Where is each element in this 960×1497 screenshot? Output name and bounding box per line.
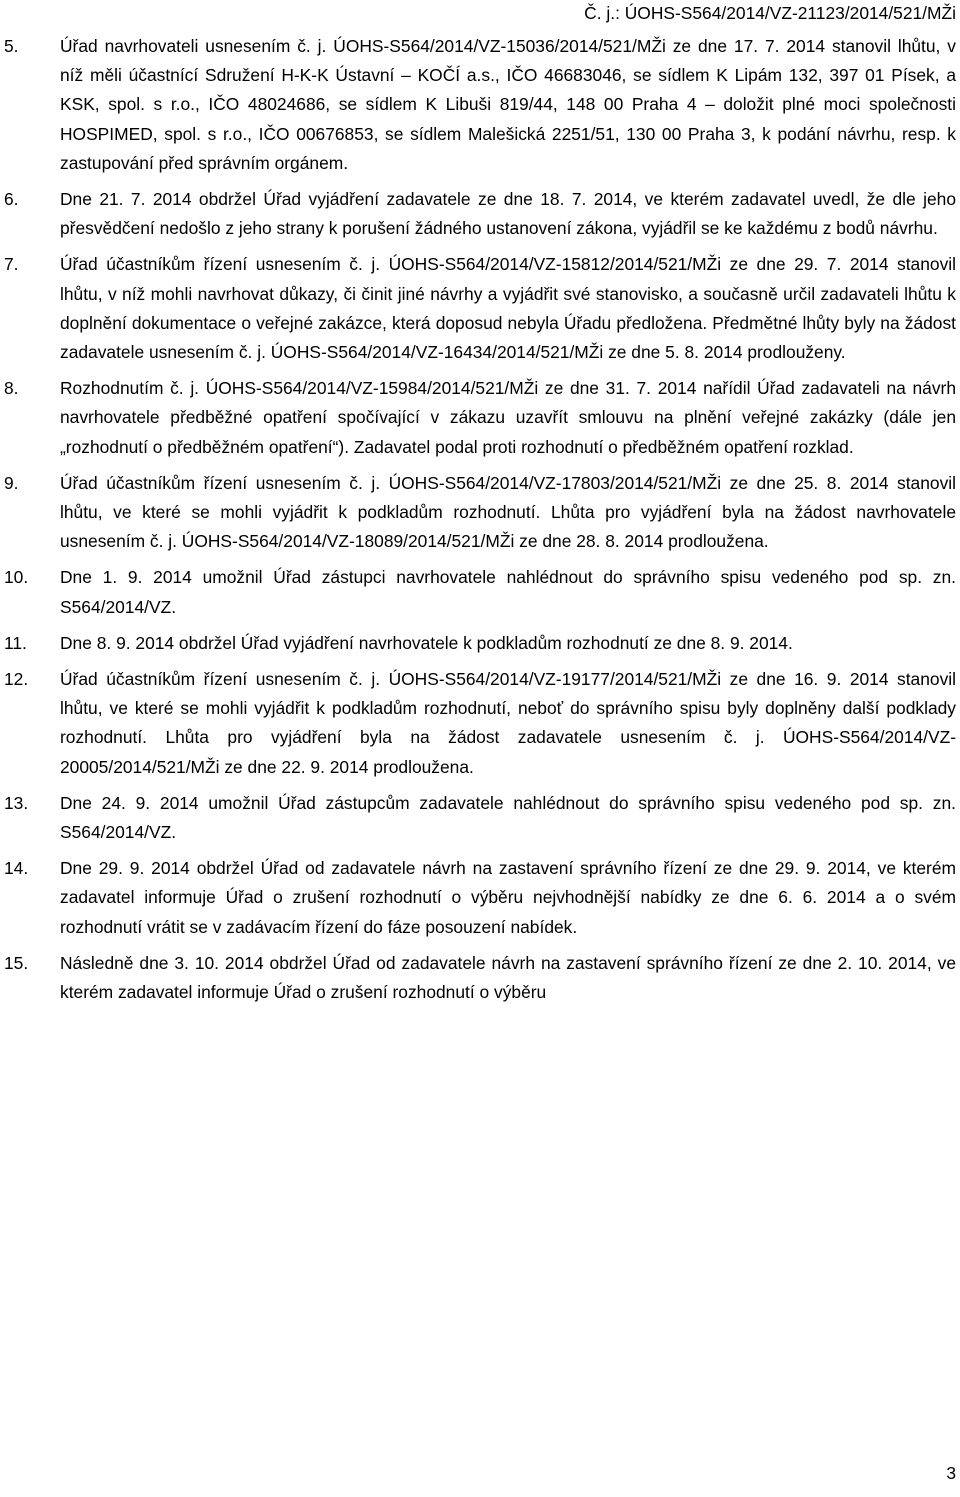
paragraph-text: Dne 29. 9. 2014 obdržel Úřad od zadavatele návrh na zastavení správního řízení ze dne 29. 9. 2014, ve kterém zadavatel informuje Úřad o zrušení rozhodnutí o výběru nejvhodnější nabídky ze dne 6. 6. 2014 a o svém rozhodnutí vrátit se v zadávacím řízení do fáze posouzení nabídek. xyxy=(60,858,956,937)
paragraph-text: Následně dne 3. 10. 2014 obdržel Úřad od zadavatele návrh na zastavení správního řízení ze dne 2. 10. 2014, ve kterém zadavatel informuje Úřad o zrušení rozhodnutí o výběru xyxy=(60,952,956,1003)
paragraph-number: 5. xyxy=(4,36,19,56)
paragraph-item xyxy=(4,185,956,243)
paragraph-number: 13. xyxy=(4,792,29,813)
page-number: 3 xyxy=(946,1463,956,1483)
paragraph-number: 12. xyxy=(4,669,29,690)
paragraph-item xyxy=(4,469,956,557)
paragraph-number: 9. xyxy=(4,472,19,493)
paragraph-number: 14. xyxy=(4,858,29,879)
paragraph-item xyxy=(4,374,956,462)
paragraph-number: 15. xyxy=(4,952,29,973)
paragraph-number: 8. xyxy=(4,378,19,399)
paragraph-text: Dne 8. 9. 2014 obdržel Úřad vyjádření navrhovatele k podkladům rozhodnutí ze dne 8. 9. 2014. xyxy=(60,632,793,653)
paragraph-item xyxy=(4,629,956,658)
paragraph-item xyxy=(4,563,956,621)
paragraph-number: 10. xyxy=(4,567,29,588)
paragraph-text: Úřad účastníkům řízení usnesením č. j. ÚOHS-S564/2014/VZ-15812/2014/521/MŽi ze dne 29. 7. 2014 stanovil lhůtu, v níž mohli navrhovat důkazy, či činit jiné návrhy a vyjádřit své stanovisko, a současně určil zadavateli lhůtu k doplnění dokumentace o veřejné zakázce, která doposud nebyla Úřadu předložena. Předmětné lhůty byly na žádost zadavatele usnesením č. j. ÚOHS-S564/2014/VZ-16434/2014/521/MŽi ze dne 5. 8. 2014 prodlouženy. xyxy=(60,254,956,363)
paragraph-number: 11. xyxy=(4,632,27,653)
paragraph-text: Dne 24. 9. 2014 umožnil Úřad zástupcům zadavatele nahlédnout do správního spisu vedeného pod sp. zn. S564/2014/VZ. xyxy=(60,792,956,843)
paragraph-item xyxy=(4,32,956,178)
paragraph-number: 6. xyxy=(4,189,19,210)
paragraph-item xyxy=(4,250,956,367)
paragraph-text: Úřad navrhovateli usnesením č. j. ÚOHS-S564/2014/VZ-15036/2014/521/MŽi ze dne 17. 7. 2014 stanovil lhůtu, v níž měli účastnící Sdružení H-K-K Ústavní – KOČÍ a.s., IČO 46683046, se sídlem K Lipám 132, 397 01 Písek, a KSK, spol. s r.o., IČO 48024686, se sídlem K Libuši 819/44, 148 00 Praha 4 – doložit plné moci společnosti HOSPIMED, spol. s r.o., IČO 00676853, se sídlem Malešická 2251/51, 130 00 Praha 3, k podání návrhu, resp. k zastupování před správním orgánem. xyxy=(60,36,956,173)
paragraph-item xyxy=(4,665,956,782)
paragraph-text: Dne 1. 9. 2014 umožnil Úřad zástupci navrhovatele nahlédnout do správního spisu vedeného pod sp. zn. S564/2014/VZ. xyxy=(60,567,956,617)
paragraph-text: Dne 21. 7. 2014 obdržel Úřad vyjádření zadavatele ze dne 18. 7. 2014, ve kterém zadavatel uvedl, že dle jeho přesvědčení nedošlo z jeho strany k porušení žádného ustanovení zákona, vyjádřil se ke každému z bodů návrhu. xyxy=(60,189,956,239)
paragraph-text: Úřad účastníkům řízení usnesením č. j. ÚOHS-S564/2014/VZ-19177/2014/521/MŽi ze dne 16. 9. 2014 stanovil lhůtu, ve které se mohli vyjádřit k podkladům rozhodnutí, neboť do správního spisu byly doplněny další podklady rozhodnutí. Lhůta pro vyjádření byla na žádost zadavatele usnesením č. j. ÚOHS-S564/2014/VZ-20005/2014/521/MŽi ze dne 22. 9. 2014 prodloužena. xyxy=(60,669,956,777)
paragraph-item xyxy=(4,789,956,847)
document-reference: Č. j.: ÚOHS-S564/2014/VZ-21123/2014/521/MŽi xyxy=(584,3,956,23)
paragraph-item xyxy=(4,949,956,1007)
numbered-paragraph-list xyxy=(4,32,956,1014)
paragraph-text: Úřad účastníkům řízení usnesením č. j. ÚOHS-S564/2014/VZ-17803/2014/521/MŽi ze dne 25. 8. 2014 stanovil lhůtu, ve které se mohli vyjádřit k podkladům rozhodnutí. Lhůta pro vyjádření byla na žádost navrhovatele usnesením č. j. ÚOHS-S564/2014/VZ-18089/2014/521/MŽi ze dne 28. 8. 2014 prodloužena. xyxy=(60,472,956,552)
paragraph-number: 7. xyxy=(4,254,19,275)
paragraph-item xyxy=(4,854,956,942)
paragraph-text: Rozhodnutím č. j. ÚOHS-S564/2014/VZ-15984/2014/521/MŽi ze dne 31. 7. 2014 nařídil Úřad zadavateli na návrh navrhovatele předběžné opatření spočívající v zákazu uzavřít smlouvu na plnění veřejné zakázky (dále jen „rozhodnutí o předběžném opatření“). Zadavatel podal proti rozhodnutí o předběžném opatření rozklad. xyxy=(60,378,956,457)
